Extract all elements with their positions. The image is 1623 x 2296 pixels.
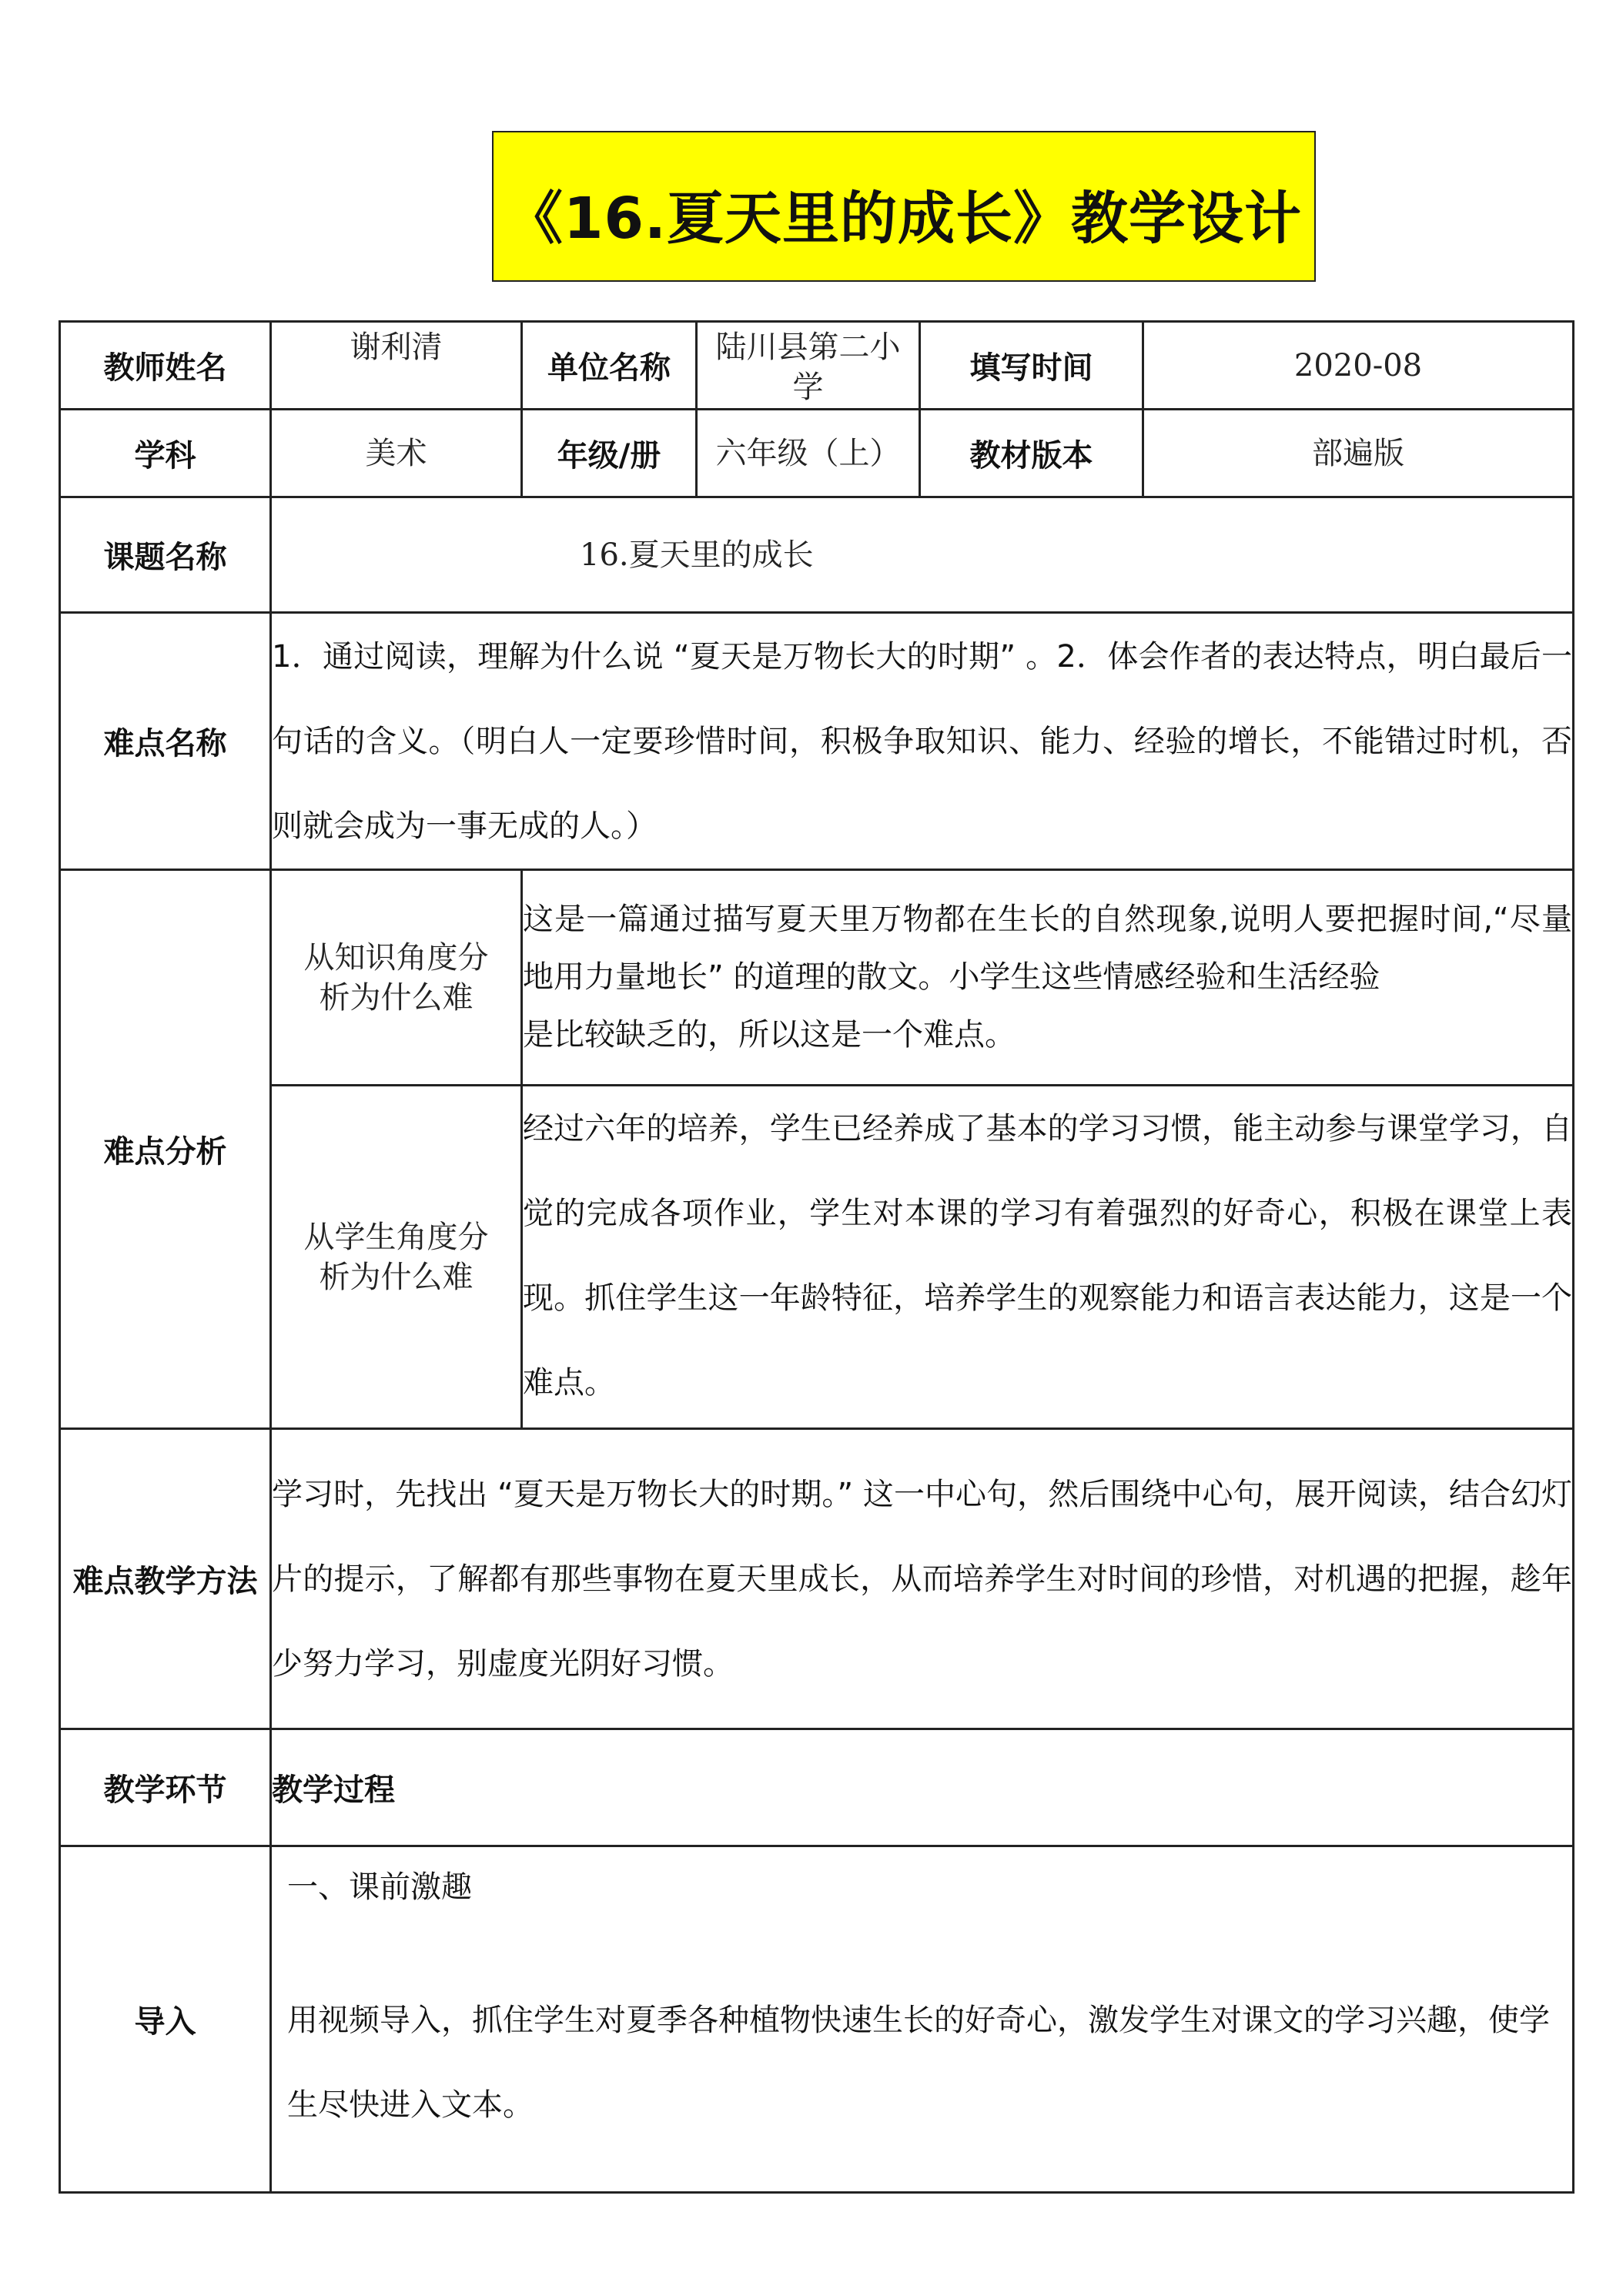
method-label: 难点教学方法 [60,1429,271,1729]
table-row [60,870,1574,1086]
intro-cell [271,1846,1574,2193]
intro-body-text: 用视频导入，抓住学生对夏季各种植物快速生长的好奇心，激发学生对课文的学习兴趣，使学生尽快进入文本。 [287,2003,1550,2123]
teacher-name-label: 教师姓名 [60,322,271,410]
subject-value: 美术 [271,410,522,497]
unit-name-value: 陆川县第二小学 [697,322,920,410]
intro-heading: 一、课前激趣 [287,1869,472,1905]
student-analysis-text: 经过六年的培养，学生已经养成了基本的学习习惯，能主动参与课堂学习，自觉的完成各项作业，学生对本课的学习有着强烈的好奇心，积极在课堂上表现。抓住学生这一年龄特征，培养学生的观察能力和语言表达能力，这是一个难点。 [522,1086,1574,1429]
teacher-name-value: 谢利清 [271,322,522,410]
fill-time-label: 填写时间 [920,322,1143,410]
difficulty-analysis-label: 难点分析 [60,870,271,1429]
knowledge-analysis-tail: 是比较缺乏的，所以这是一个难点。 [523,1017,1016,1053]
knowledge-angle-label: 从知识角度分析为什么难 [271,870,522,1086]
intro-label: 导入 [60,1846,271,2193]
table-row [60,613,1574,870]
table-row [60,322,1574,410]
knowledge-analysis-main: 这是一篇通过描写夏天里万物都在生长的自然现象,说明人要把握时间,“尽量地用力量地长” 的道理的散文。小学生这些情感经验和生活经验 [523,901,1572,995]
lesson-title-label: 课题名称 [60,497,271,613]
table-row [60,497,1574,613]
method-text: 学习时，先找出 “夏天是万物长大的时期。” 这一中心句，然后围绕中心句，展开阅读，结合幻灯片的提示，了解都有那些事物在夏天里成长，从而培养学生对时间的珍惜，对机遇的把握，趁年少努力学习，别虚度光阴好习惯。 [271,1429,1574,1729]
difficulty-name-text: 1．通过阅读，理解为什么说 “夏天是万物长大的时期” 。2．体会作者的表达特点，明白最后一句话的含义。（明白人一定要珍惜时间，积极争取知识、能力、经验的增长，不能错过时机，否则就会成为一事无成的人。） [271,613,1574,870]
knowledge-analysis-text [522,870,1574,1086]
grade-value: 六年级（上） [697,410,920,497]
table-row [60,1086,1574,1429]
table-row [60,1429,1574,1729]
textbook-value: 部遍版 [1143,410,1574,497]
table-row [60,1729,1574,1846]
document-title-box [492,131,1316,282]
teaching-stage-label: 教学环节 [60,1729,271,1846]
unit-name-label: 单位名称 [522,322,697,410]
grade-label: 年级/册 [522,410,697,497]
subject-label: 学科 [60,410,271,497]
student-angle-label: 从学生角度分析为什么难 [271,1086,522,1429]
difficulty-name-label: 难点名称 [60,613,271,870]
table-row [60,1846,1574,2193]
fill-time-value: 2020-08 [1143,322,1574,410]
table-row [60,410,1574,497]
teaching-process-label: 教学过程 [271,1729,1574,1846]
textbook-label: 教材版本 [920,410,1143,497]
document-title: 《16.夏天里的成长》教学设计 [505,186,1303,252]
lesson-title-value: 16.夏天里的成长 [271,497,1574,613]
lesson-plan-table [59,320,1574,2194]
